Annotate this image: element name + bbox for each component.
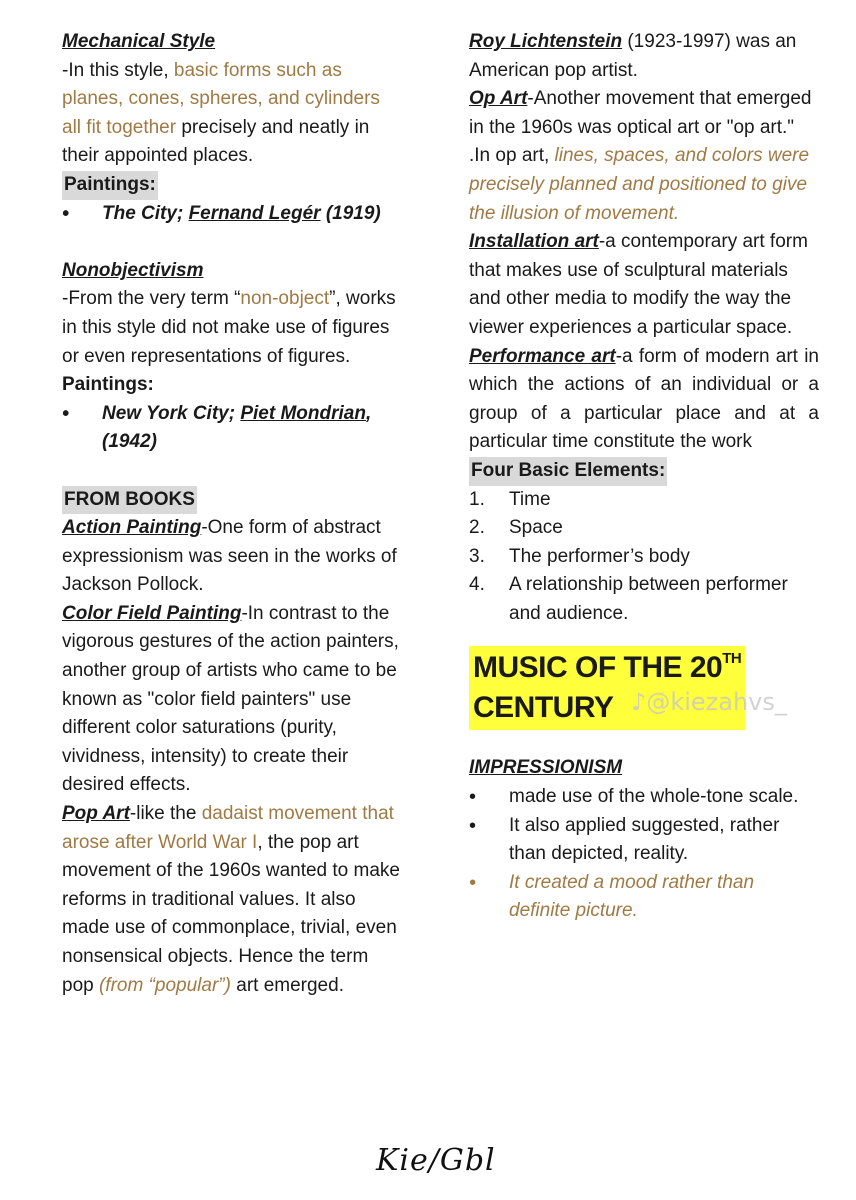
color-field-text: Color Field Painting-In contrast to the vigorous gestures of the action painters, another group of artists who came to be known as "color field painters" use different color saturations (purity, vividness, intensity) to create their desired effects. (62, 602, 399, 796)
list-item: 2. Space (469, 517, 563, 539)
list-item: 1. Time (469, 488, 551, 510)
list-item: • It also applied suggested, rather than depicted, reality. (469, 812, 819, 869)
right-column (469, 28, 819, 926)
list-item: 3. The performer’s body (469, 545, 690, 567)
signature: Kie/Gbl (376, 1143, 496, 1178)
nonobjectivism-paintings-list (62, 400, 402, 457)
pop-art-text: Pop Art-like the dadaist movement that arose after World War I, the pop art movement of the 1960s wanted to make reforms in traditional values. It also made use of commonplace, trivial, even nonsensical objects. Hence the term pop (from “popular”) art emerged. (62, 803, 400, 996)
from-books-heading: FROM BOOKS (62, 486, 197, 515)
roy-lichtenstein-text: Roy Lichtenstein (1923-1997) was an American pop artist. (469, 31, 797, 81)
list-item: • New York City; Piet Mondrian, (1942) (62, 400, 402, 457)
mechanical-style-heading: Mechanical Style (62, 31, 216, 52)
paintings-label: Paintings: (62, 171, 158, 200)
nonobjectivism-text: -From the very term “non-object”, works in this style did not make use of figures or even representations of figures. (62, 288, 396, 367)
impressionism-list (469, 783, 819, 926)
elements-list (469, 486, 819, 629)
list-item: 4. A relationship between performer and audience. (469, 574, 788, 624)
action-painting-text: Action Painting-One form of abstract expressionism was seen in the works of Jackson Pollock. (62, 517, 397, 596)
op-art-text: Op Art-Another movement that emerged in the 1960s was optical art or "op art." .In op art, lines, spaces, and colors were precisely planned and positioned to give the illusion of movement. (469, 88, 812, 224)
mechanical-style-text: -In this style, basic forms such as planes, cones, spheres, and cylinders all fit together precisely and neatly in their appointed places. (62, 59, 380, 167)
music-title-block (469, 640, 819, 730)
nonobjectivism-heading: Nonobjectivism (62, 259, 204, 281)
list-item: • made use of the whole-tone scale. (469, 783, 819, 812)
list-item: • The City; Fernand Legér (1919) (62, 200, 402, 229)
installation-art-text: Installation art-a contemporary art form that makes use of sculptural materials and other media to modify the way the viewer experiences a particular space. (469, 231, 808, 338)
impressionism-heading: IMPRESSIONISM (469, 757, 623, 779)
paintings-label: Paintings: (62, 374, 154, 396)
left-column (62, 28, 402, 1000)
music-title: MUSIC OF THE 20TH CENTURY (469, 646, 745, 730)
performance-art-text: Performance art-a form of modern art in which the actions of an individual or a group of a particular place and at a particular time constitute the work (469, 345, 819, 453)
list-item: • It created a mood rather than definite picture. (469, 869, 819, 926)
mechanical-paintings-list (62, 200, 402, 229)
four-basic-elements-label: Four Basic Elements: (469, 457, 667, 486)
watermark: ♪@kiezahvs_ (631, 688, 787, 717)
